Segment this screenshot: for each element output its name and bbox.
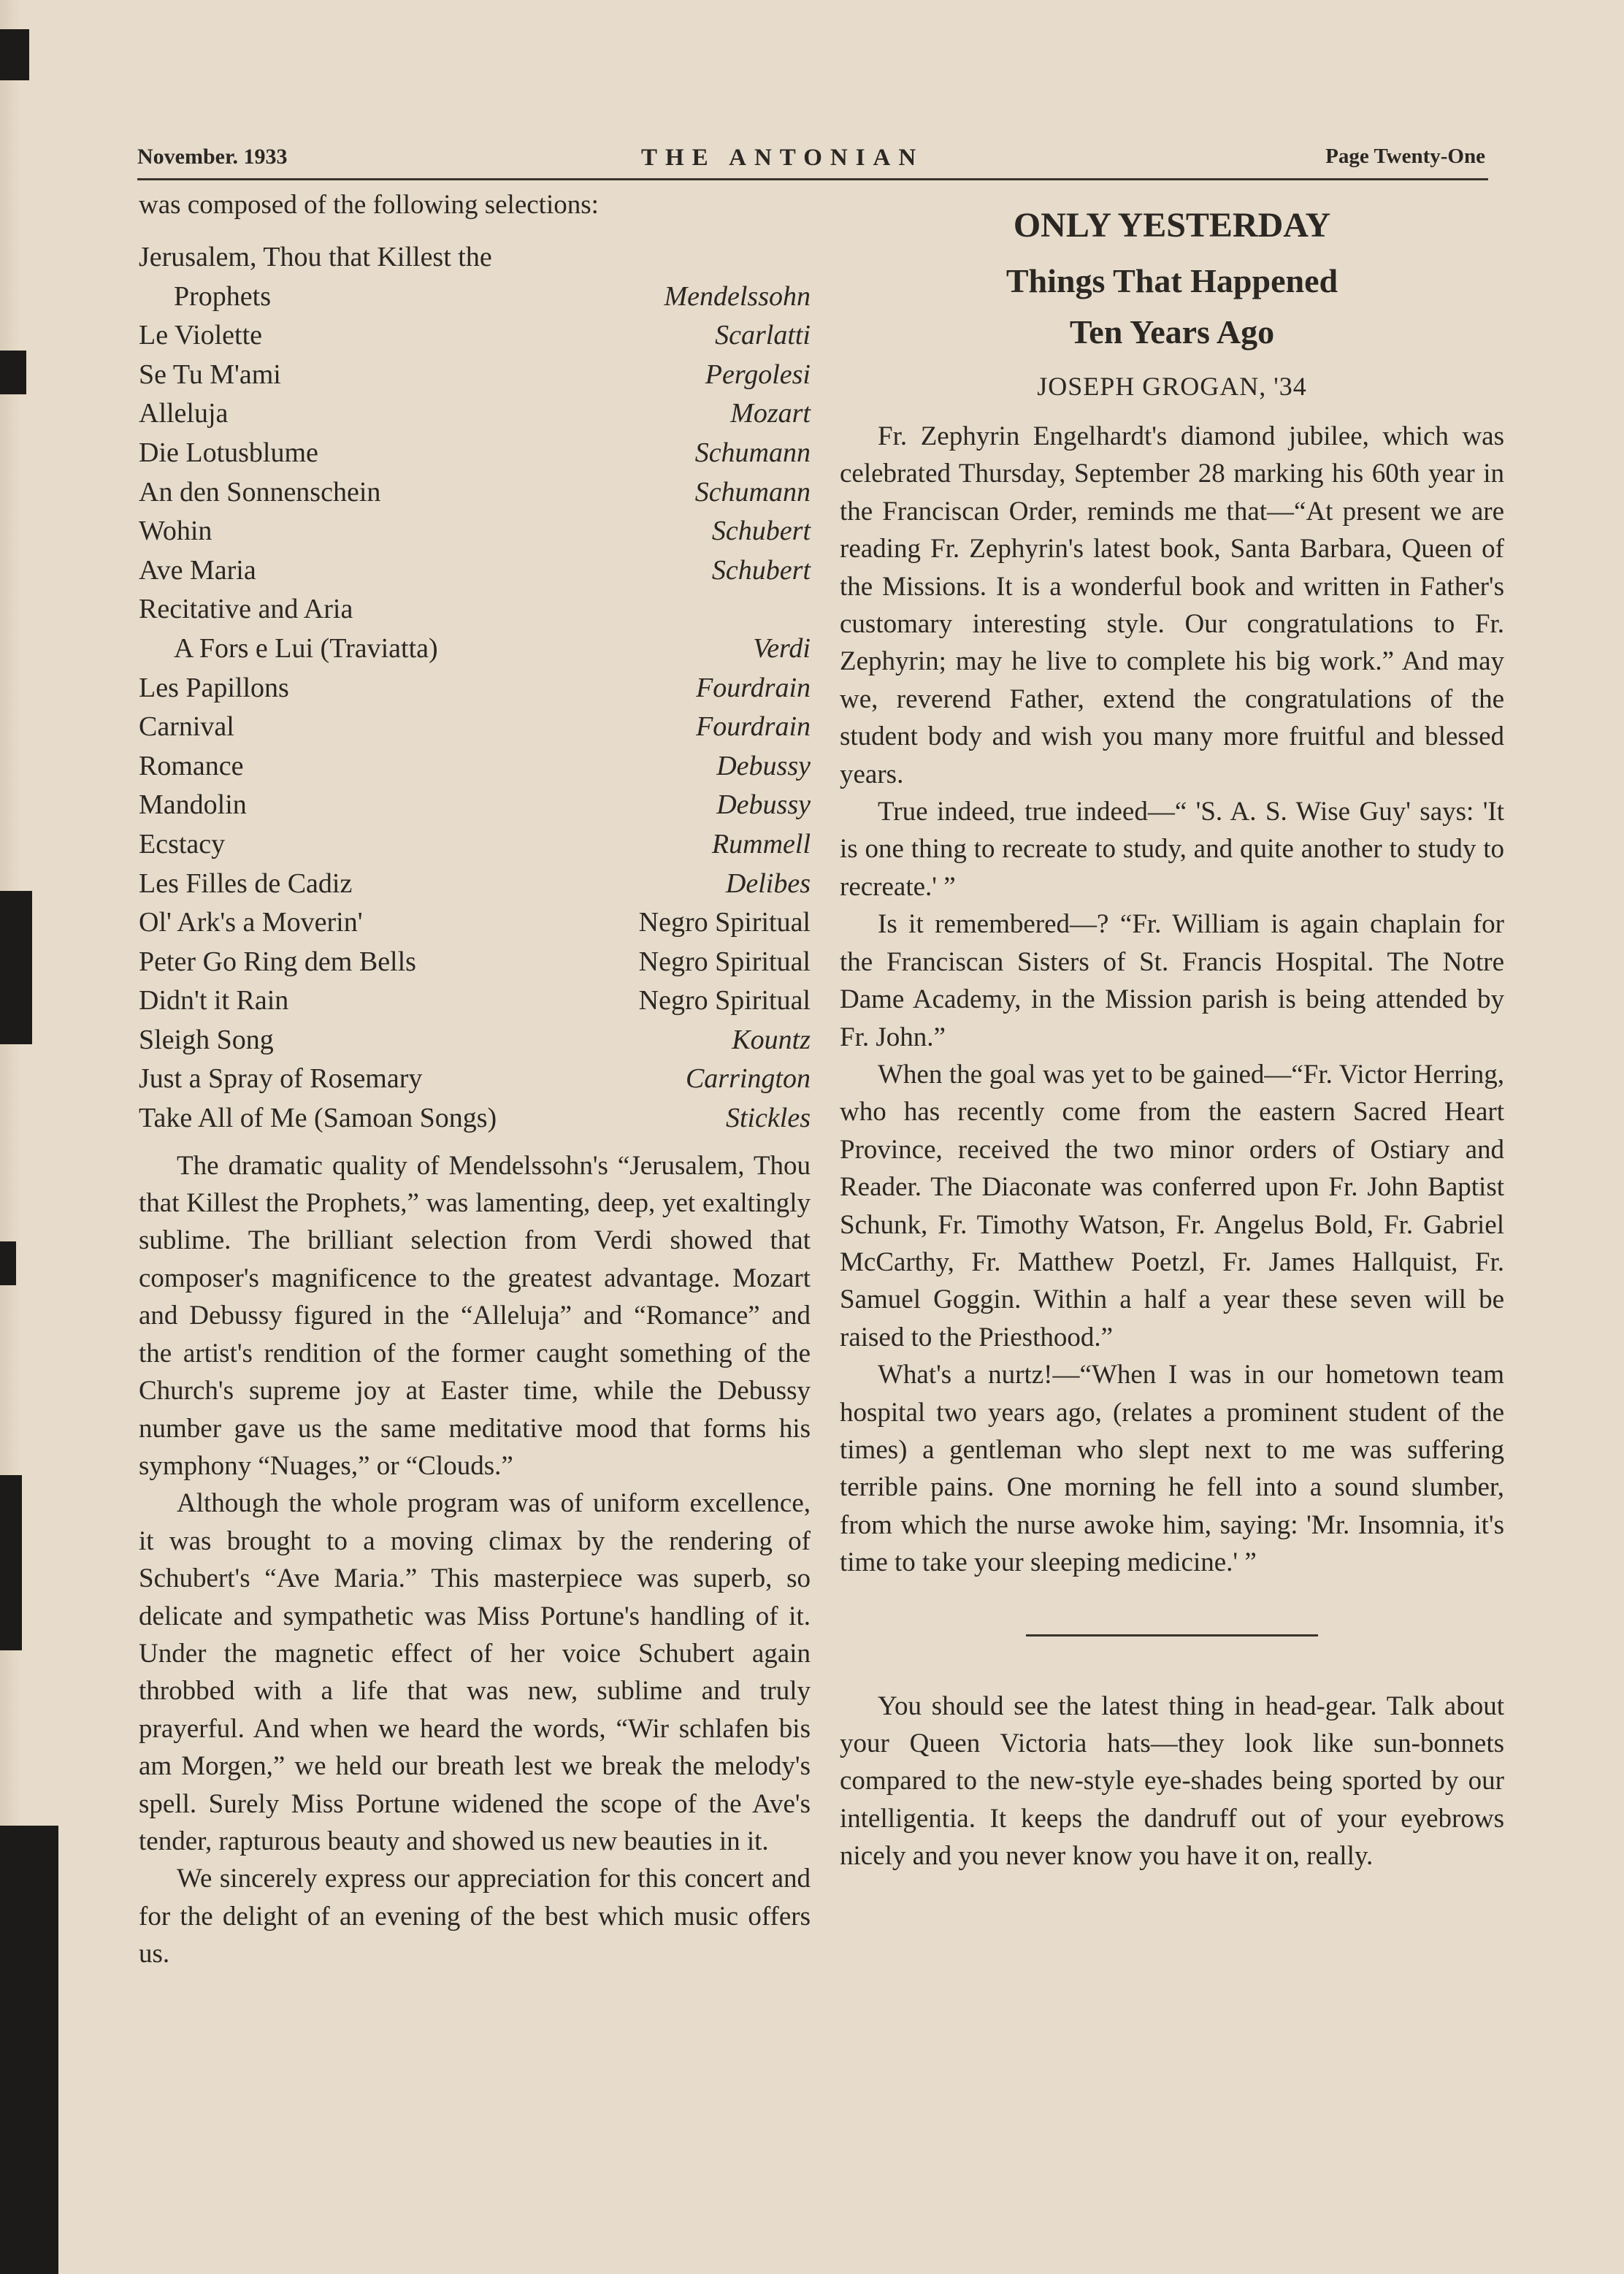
selection-title: An den Sonnenschein	[139, 476, 381, 508]
composer-name: Schumann	[694, 476, 811, 508]
selection-title: Ave Maria	[139, 554, 256, 586]
selection-title: Les Filles de Cadiz	[139, 868, 353, 899]
program-item	[139, 943, 811, 982]
selection-title: Les Papillons	[139, 672, 289, 703]
program-item	[139, 316, 811, 356]
selection-title: Take All of Me (Samoan Songs)	[139, 1103, 497, 1134]
selection-title: Didn't it Rain	[139, 985, 289, 1017]
article-subhead: Ten Years Ago	[1069, 313, 1275, 351]
program-item	[139, 394, 811, 434]
program-item	[139, 981, 811, 1021]
selection-title: Sleigh Song	[139, 1024, 274, 1055]
composer-name: Rummell	[711, 828, 811, 860]
headgear-paragraph: You should see the latest thing in head-gear. Talk about your Queen Victoria hats—they look like sun-bonnets compared to the new-style eye-shades being sported by our intelligentia. It keeps the dandruff out of your eyebrows nicely and you never know you have it on, really.	[840, 1691, 1504, 1872]
program-item	[139, 1060, 811, 1099]
paragraph: Although the whole program was of uniform excellence, it was brought to a moving climax by the rendering of Schubert's “Ave Maria.” This masterpiece was superb, so delicate and sympathetic was Miss Portune's handling of it. Under the magnetic effect of her voice Schubert again throbbed with a life that was new, sublime and truly prayerful. And when we heard the words, “Wir schlafen bis am Morgen,” we held our breath lest we break the melody's spell. Surely Miss Portune widened the scope of the Ave's tender, rapturous beauty and showed us new beauties in it.	[139, 1488, 811, 1856]
page-header	[137, 145, 1488, 180]
torn-edge	[0, 1241, 16, 1285]
section-divider	[1026, 1634, 1318, 1636]
composer-name: Negro Spiritual	[638, 907, 811, 938]
article-body	[840, 418, 1504, 1582]
composer-name: Kountz	[732, 1024, 811, 1055]
composer-name: Negro Spiritual	[638, 946, 811, 977]
program-item	[139, 473, 811, 513]
concert-program-list	[139, 238, 811, 1138]
selection-title: Just a Spray of Rosemary	[139, 1063, 423, 1095]
paragraph: What's a nurtz!—“When I was in our hometown team hospital two years ago, (relates a prominent student of the times) a gentleman who slept next to me was suffering terrible pains. One morning he fell into a sound slumber, from which the nurse awoke him, saying: 'Mr. Insomnia, it's time to take your sleeping medicine.' ”	[840, 1360, 1504, 1578]
composer-name: Mendelssohn	[664, 280, 811, 312]
publication-title: THE ANTONIAN	[641, 145, 924, 171]
paragraph: Fr. Zephyrin Engelhardt's diamond jubilee, which was celebrated Thursday, September 28 marking his 60th year in the Franciscan Order, reminds me that—“At present we are reading Fr. Zephyrin's latest book, Santa Barbara, Queen of the Missions. It is a wonderful book and written in Father's customary interesting style. Our congratulations to Fr. Zephyrin; may he live to complete his big work.” And may we, reverend Father, extend the congratulations of the student body and wish you many more fruitful and blessed years.	[840, 421, 1504, 789]
selection-title: Romance	[139, 750, 244, 781]
program-item	[139, 356, 811, 395]
torn-edge	[0, 1826, 58, 2274]
program-item	[139, 277, 811, 317]
program-item	[139, 512, 811, 551]
selection-title: Recitative and Aria	[139, 594, 353, 625]
composer-name: Negro Spiritual	[638, 985, 811, 1017]
composer-name: Carrington	[685, 1063, 811, 1095]
program-item	[139, 590, 811, 629]
selection-title: Alleluja	[139, 398, 229, 429]
program-item	[139, 1021, 811, 1060]
selection-title: Mandolin	[139, 789, 247, 821]
program-item	[139, 238, 811, 277]
article-subhead: Things That Happened	[1006, 262, 1338, 299]
program-item	[139, 669, 811, 708]
paragraph: Is it remembered—? “Fr. William is again chaplain for the Franciscan Sisters of St. Francis Hospital. The Notre Dame Academy, in the Mission parish is being attended by Fr. John.”	[840, 909, 1504, 1052]
program-intro: was composed of the following selections:	[139, 190, 599, 220]
torn-edge	[0, 29, 29, 80]
paragraph: True indeed, true indeed—“ 'S. A. S. Wise Guy' says: 'It is one thing to recreate to study, and quite another to study to recreate.' ”	[840, 797, 1504, 902]
composer-name: Delibes	[725, 868, 811, 899]
selection-title: Le Violette	[139, 320, 263, 351]
program-item	[139, 551, 811, 591]
selection-title: Carnival	[139, 711, 234, 743]
composer-name: Fourdrain	[696, 672, 811, 703]
torn-edge	[0, 891, 32, 1044]
composer-name: Scarlatti	[715, 320, 811, 351]
page-number: Page Twenty-One	[1325, 145, 1485, 168]
composer-name: Schubert	[711, 554, 811, 586]
composer-name: Fourdrain	[696, 711, 811, 743]
paragraph: We sincerely express our appreciation for this concert and for the delight of an evening of the best which music offers us.	[139, 1864, 811, 1969]
program-item	[139, 903, 811, 943]
torn-edge	[0, 351, 26, 394]
selection-title: Ecstacy	[139, 828, 226, 860]
selection-title: Die Lotusblume	[139, 437, 318, 468]
selection-title: Jerusalem, Thou that Killest the	[139, 242, 492, 272]
composer-name: Schubert	[711, 516, 811, 547]
selection-title: Prophets	[174, 280, 271, 312]
selection-title: Peter Go Ring dem Bells	[139, 946, 416, 977]
torn-edge	[0, 1475, 22, 1650]
paragraph: The dramatic quality of Mendelssohn's “Jerusalem, Thou that Killest the Prophets,” was lamenting, deep, yet exaltingly sublime. The brilliant selection from Verdi showed that composer's magnificence to the greatest advantage. Mozart and Debussy figured in the “Alleluja” and “Romance” and the artist's rendition of the former caught something of the Church's supreme joy at Easter time, while the Debussy number gave us the same meditative mood that forms his symphony “Nuages,” or “Clouds.”	[139, 1150, 811, 1481]
concert-review-text	[139, 1147, 811, 1973]
composer-name: Stickles	[725, 1103, 811, 1134]
composer-name: Debussy	[716, 750, 811, 781]
selection-title: Ol' Ark's a Moverin'	[139, 907, 363, 938]
program-item	[139, 629, 811, 669]
composer-name: Debussy	[716, 789, 811, 821]
composer-name: Verdi	[753, 632, 811, 664]
right-column	[840, 194, 1504, 1875]
issue-date: November. 1933	[137, 145, 288, 169]
selection-title: A Fors e Lui (Traviatta)	[174, 632, 438, 664]
program-item	[139, 1099, 811, 1138]
paragraph: When the goal was yet to be gained—“Fr. Victor Herring, who has recently come from the eastern Sacred Heart Province, received the two minor orders of Ostiary and Reader. The Diaconate was conferred upon Fr. John Baptist Schunk, Fr. Timothy Watson, Fr. Angelus Bold, Fr. Gabriel McCarthy, Fr. Matthew Poetzl, Fr. James Hallquist, Fr. Samuel Goggin. Within a half a year these seven will be raised to the Priesthood.”	[840, 1059, 1504, 1352]
selection-title: Wohin	[139, 516, 212, 547]
program-item	[139, 434, 811, 473]
composer-name: Mozart	[730, 398, 811, 429]
left-column	[139, 187, 811, 1973]
selection-title: Se Tu M'ami	[139, 359, 281, 390]
program-item	[139, 786, 811, 825]
article-byline: JOSEPH GROGAN, '34	[1037, 372, 1307, 401]
program-item	[139, 865, 811, 904]
composer-name: Pergolesi	[705, 359, 811, 390]
program-item	[139, 708, 811, 747]
program-item	[139, 747, 811, 786]
article-headline: ONLY YESTERDAY	[1013, 206, 1331, 245]
program-item	[139, 825, 811, 865]
composer-name: Schumann	[694, 437, 811, 468]
